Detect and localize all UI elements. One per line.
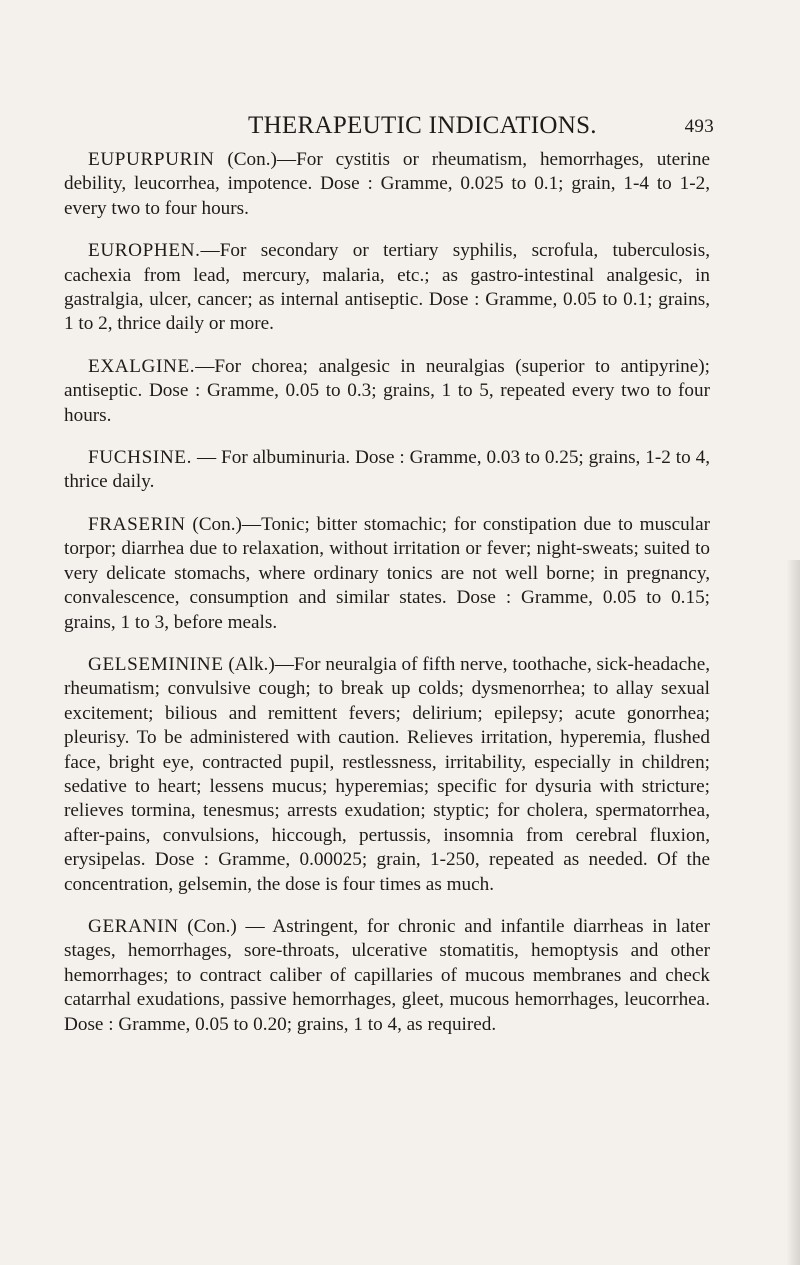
entry-fuchsine <box>64 446 710 495</box>
entry-term: EUROPHEN. <box>88 240 201 262</box>
entry-term: FRASERIN <box>88 513 186 535</box>
entry-term: GERANIN <box>88 915 179 937</box>
entry-geranin <box>64 915 710 1037</box>
entry-term: FUCHSINE. <box>88 447 193 469</box>
book-page <box>64 112 714 1055</box>
page-edge-shadow <box>786 560 800 1265</box>
entry-eupurpurin <box>64 148 710 221</box>
entry-fraserin <box>64 513 710 635</box>
entry-text: (Con.)—For cystitis or rheumatism, hemorrhages, uterine debility, leucorrhea, impotence. Dose : Gramme, 0.025 to 0.1; grain, 1-4 to 1-2, every two to four hours. <box>64 149 710 219</box>
entry-text: (Con.)—Tonic; bitter stomachic; for constipation due to muscular torpor; diarrhea due to relaxation, without irritation or fever; night-sweats; suited to very delicate stomachs, where ordinary tonics are not well borne; in pregnancy, convalescence, consumption and similar states. Dose : Gramme, 0.05 to 0.15; grains, 1 to 3, before meals. <box>64 513 710 633</box>
entry-text: — For albuminuria. Dose : Gramme, 0.03 to 0.25; grains, 1-2 to 4, thrice daily. <box>64 447 710 493</box>
page-title: THERAPEUTIC INDICATIONS. <box>248 112 597 139</box>
entry-term: EUPURPURIN <box>88 149 215 170</box>
running-head <box>64 112 714 148</box>
entry-text: —For secondary or tertiary syphilis, scrofula, tuberculosis, cachexia from lead, mercury, malaria, etc.; as gastro-intestinal analgesic, in gastralgia, ulcer, cancer; as internal antiseptic. Dose : Gramme, 0.05 to 0.1; grains, 1 to 2, thrice daily or more. <box>64 240 710 335</box>
entry-text: —For chorea; analgesic in neuralgias (superior to antipyrine); antiseptic. Dose : Gramme, 0.05 to 0.3; grains, 1 to 5, repeated every two to four hours. <box>64 355 710 426</box>
entry-text: (Alk.)—For neuralgia of fifth nerve, toothache, sick-headache, rheumatism; convulsive cough; to break up colds; dysmenorrhea; to allay sexual excitement; bilious and remittent fevers; delirium; epilepsy; acute gonorrhea; pleurisy. To be administered with caution. Relieves irritation, hyperemia, flushed face, bright eye, contracted pupil, restlessness, irritability, especially in children; sedative to heart; lessens mucus; hyperemias; specific for dysuria with stricture; relieves tormina, tenesmus; arrests exudation; styptic; for cholera, spermatorrhea, after-pains, convulsions, hiccough, pertussis, insomnia from cerebral fluxion, erysipelas. Dose : Gramme, 0.00025; grain, 1-250, repeated as needed. Of the concentration, gelsemin, the dose is four times as much. <box>64 653 711 895</box>
entry-exalgine <box>64 355 710 428</box>
entry-term: GELSEMININE <box>88 653 224 675</box>
entry-europhen <box>64 239 710 337</box>
entry-gelseminine <box>64 653 710 897</box>
entry-text: (Con.) — Astringent, for chronic and infantile diarrheas in later stages, hemorrhages, sore-throats, ulcerative stomatitis, hemoptysis and other hemorrhages; to contract caliber of capillaries of mucous membranes and check catarrhal exudations, passive hemorrhages, gleet, mucous hemorrhages, leucorrhea. Dose : Gramme, 0.05 to 0.20; grains, 1 to 4, as required. <box>64 915 710 1035</box>
page-number: 493 <box>684 116 714 137</box>
entry-term: EXALGINE. <box>88 355 196 377</box>
